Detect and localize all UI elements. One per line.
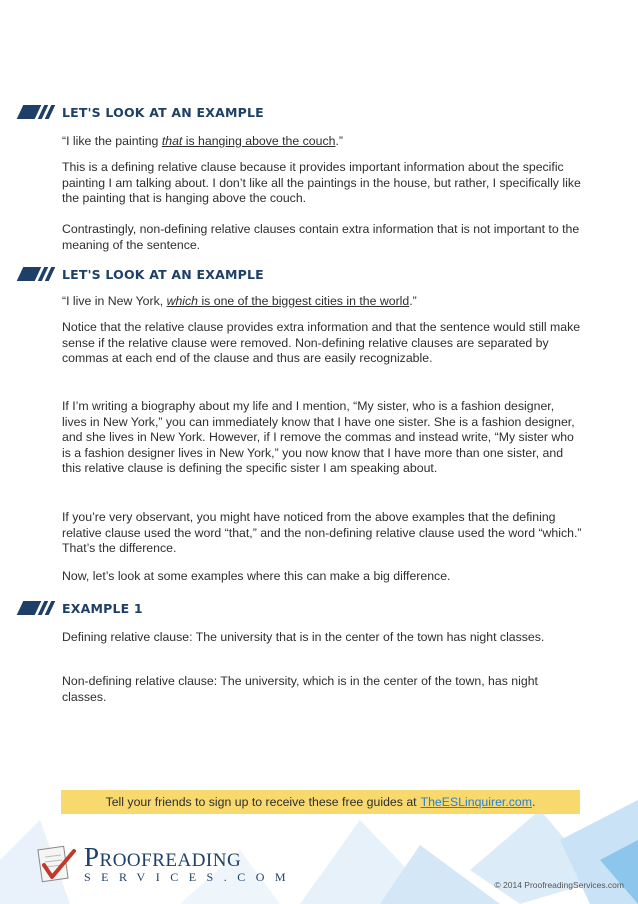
logo-subtitle: SERVICES.COM [84,870,297,884]
example-quote-1: “I like the painting that is hanging above the couch.” [62,134,343,148]
section-heading-1 [0,102,264,122]
paragraph: Notice that the relative clause provides extra information and that the sentence would still make sense if the relative clause were removed. Non-defining relative clauses are separated by commas at each end of the clause and thus are easily recognizable. [62,320,581,366]
copyright-text: © 2014 ProofreadingServices.com [494,880,624,890]
paragraph: Now, let’s look at some examples where this can make a big difference. [62,569,451,583]
paragraph: Defining relative clause: The university that is in the center of the town has night classes. [62,630,545,644]
section-heading-text: EXAMPLE 1 [62,600,143,616]
logo-title: Proofreading [84,842,242,872]
section-heading-text: LET'S LOOK AT AN EXAMPLE [62,266,264,282]
section-heading-3 [0,598,143,618]
share-banner: Tell your friends to sign up to receive these free guides at TheESLinquirer.com . [61,790,580,814]
example-quote-2: “I live in New York, which is one of the biggest cities in the world.” [62,294,417,308]
section-heading-text: LET'S LOOK AT AN EXAMPLE [62,104,264,120]
checkmark-paper-icon [32,845,80,885]
proofreading-logo[interactable] [32,842,297,885]
paragraph: Contrastingly, non-defining relative clauses contain extra information that is not important to the meaning of the sentence. [62,222,580,252]
banner-text: Tell your friends to sign up to receive these free guides at [105,795,417,809]
banner-link[interactable]: TheESLinquirer.com [420,795,532,809]
paragraph: Non-defining relative clause: The university, which is in the center of the town, has night classes. [62,674,538,704]
paragraph: This is a defining relative clause because it provides important information about the specific painting I am talking about. I don’t like all the paintings in the house, but rather, I specifically like the painting that is hanging above the couch. [62,160,581,206]
slashes-icon [0,267,52,281]
paragraph: If I’m writing a biography about my life and I mention, “My sister, who is a fashion designer, lives in New York,” you can immediately know that I have one sister. She is a fashion designer, and she lives in New York. However, if I remove the commas and instead write, “My sister who is a fashion designer lives in New York,” you now know that I have more than one sister, and this relative clause is defining the specific sister I am speaking about. [62,399,575,476]
slashes-icon [0,601,52,615]
slashes-icon [0,105,52,119]
paragraph: If you’re very observant, you might have noticed from the above examples that the defining relative clause used the word “that,” and the non-defining relative clause used the word “which.” That’s the difference. [62,510,582,556]
section-heading-2 [0,264,264,284]
